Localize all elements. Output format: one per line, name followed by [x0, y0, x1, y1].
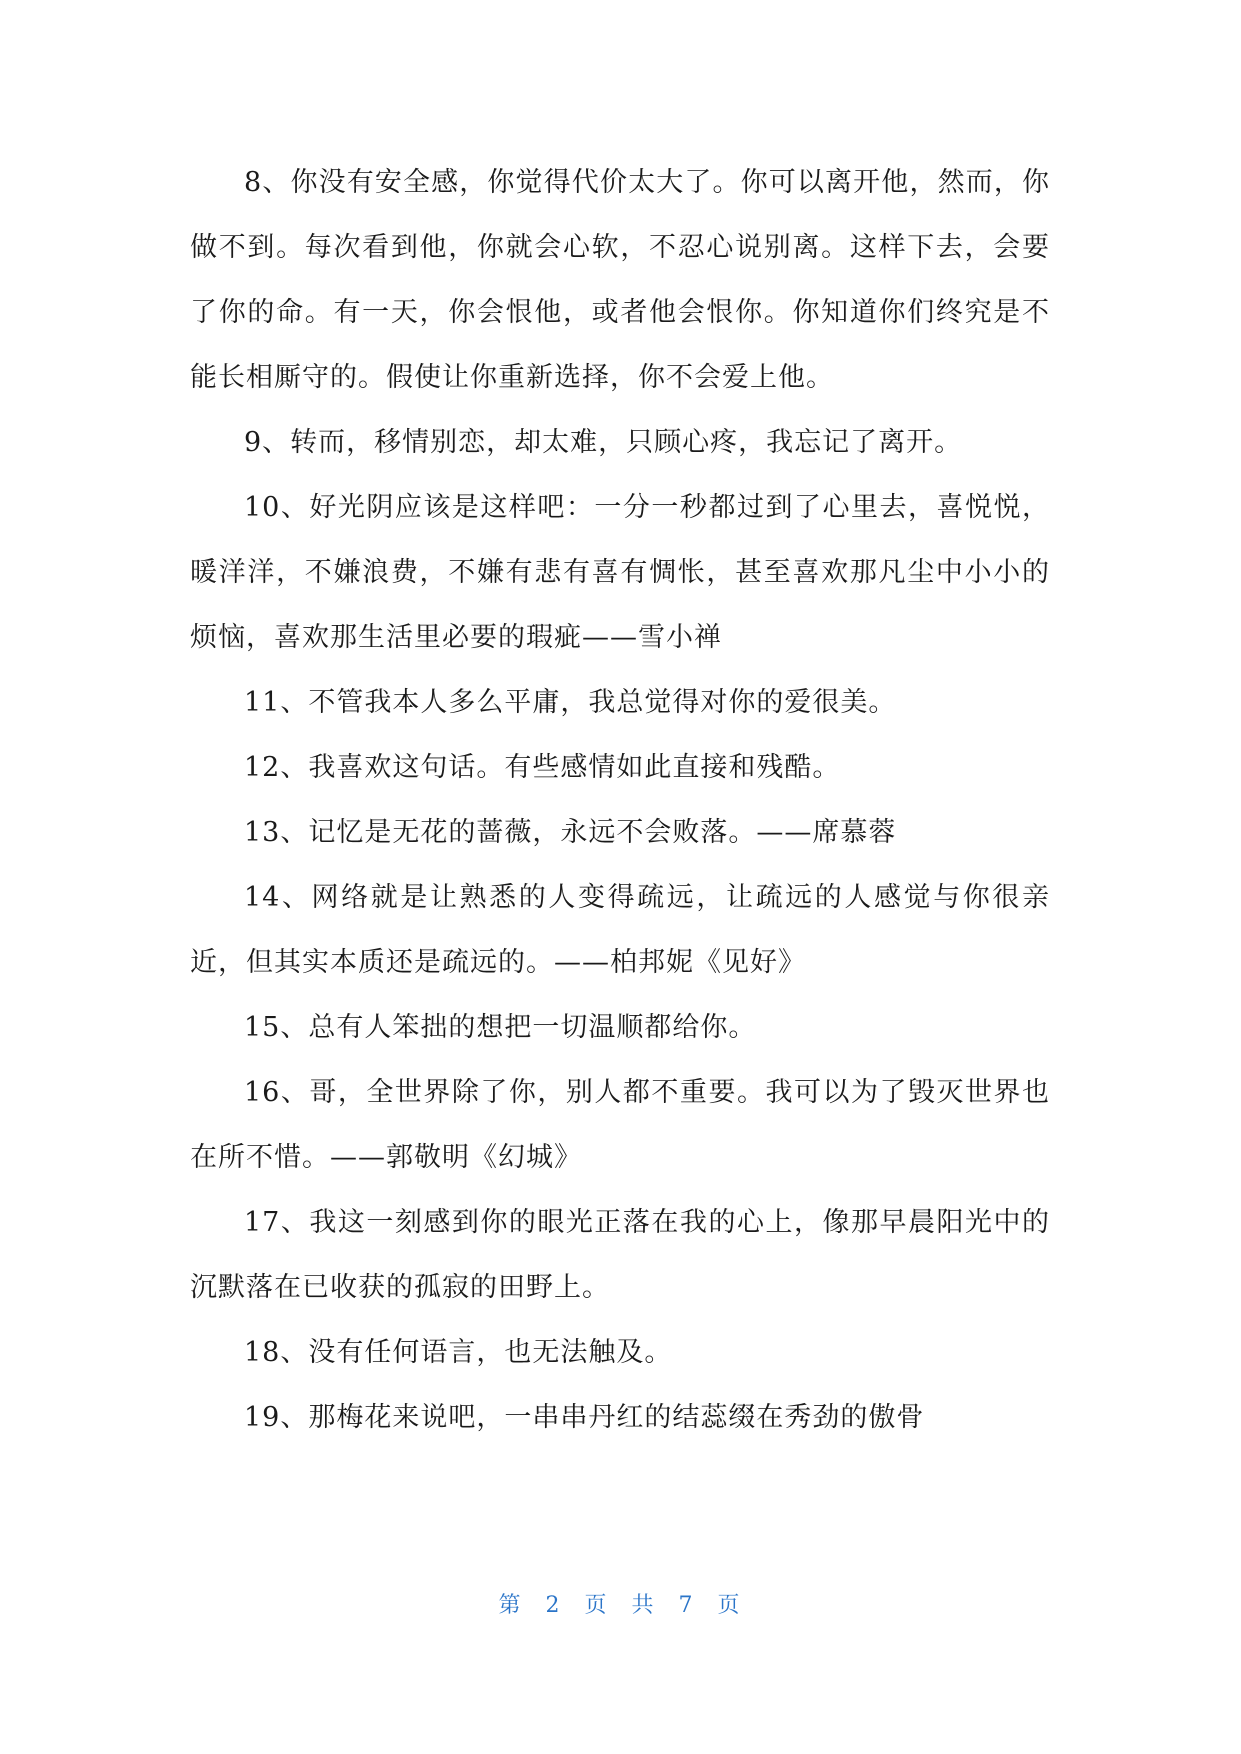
- paragraph-10: 10、好光阴应该是这样吧：一分一秒都过到了心里去，喜悦悦，暖洋洋，不嫌浪费，不嫌有悲有喜有惆怅，甚至喜欢那凡尘中小小的烦恼，喜欢那生活里必要的瑕疵——雪小禅: [190, 492, 1050, 653]
- paragraph-15: 15、总有人笨拙的想把一切温顺都给你。: [244, 1012, 757, 1043]
- footer-current-page: 2: [545, 1593, 563, 1618]
- page-footer: [0, 1588, 1241, 1619]
- footer-total-word: 共: [631, 1593, 657, 1618]
- paragraph-19: 19、那梅花来说吧，一串串丹红的结蕊缀在秀劲的傲骨: [244, 1402, 925, 1433]
- footer-page-word: 页: [584, 1593, 610, 1618]
- paragraph-12: 12、我喜欢这句话。有些感情如此直接和残酷。: [244, 752, 841, 783]
- paragraph-14: 14、网络就是让熟悉的人变得疏远，让疏远的人感觉与你很亲近，但其实本质还是疏远的。——柏邦妮《见好》: [190, 882, 1050, 978]
- paragraph-9: 9、转而，移情别恋，却太难，只顾心疼，我忘记了离开。: [244, 427, 963, 458]
- paragraph-17: 17、我这一刻感到你的眼光正落在我的心上，像那早晨阳光中的沉默落在已收获的孤寂的田野上。: [190, 1207, 1050, 1303]
- paragraph-11: 11、不管我本人多么平庸，我总觉得对你的爱很美。: [244, 687, 897, 718]
- document-body: [190, 150, 1050, 1450]
- paragraph-16: 16、哥，全世界除了你，别人都不重要。我可以为了毁灭世界也在所不惜。——郭敬明《幻城》: [190, 1077, 1050, 1173]
- footer-suffix: 页: [717, 1593, 743, 1618]
- paragraph-18: 18、没有任何语言，也无法触及。: [244, 1337, 673, 1368]
- paragraph-13: 13、记忆是无花的蔷薇，永远不会败落。——席慕蓉: [244, 817, 897, 848]
- paragraph-8: 8、你没有安全感，你觉得代价太大了。你可以离开他，然而，你做不到。每次看到他，你就会心软，不忍心说别离。这样下去，会要了你的命。有一天，你会恨他，或者他会恨你。你知道你们终究是不能长相厮守的。假使让你重新选择，你不会爱上他。: [190, 167, 1050, 393]
- footer-total-pages: 7: [678, 1593, 696, 1618]
- footer-prefix: 第: [498, 1593, 524, 1618]
